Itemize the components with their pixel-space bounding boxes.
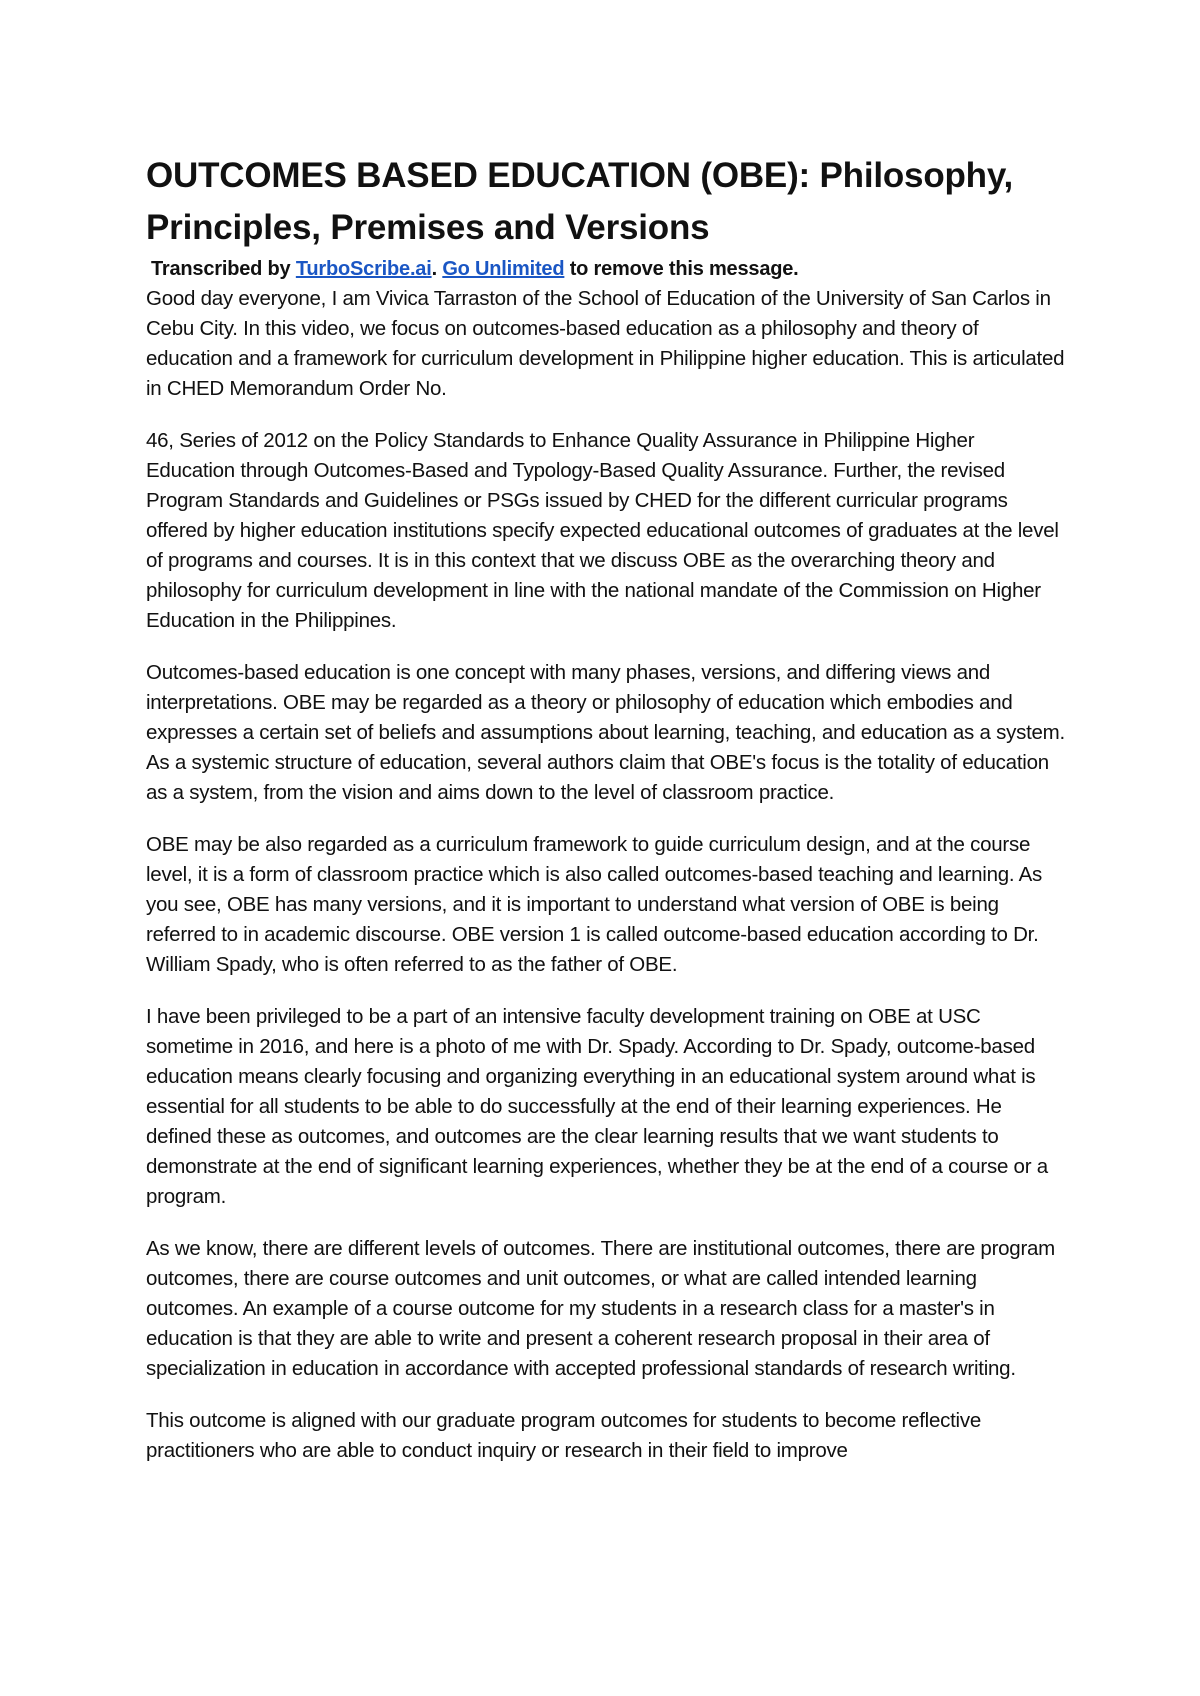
paragraph-7: This outcome is aligned with our graduate program outcomes for students to become reflective practitioners who are able to conduct inquiry or research in their field to improve	[146, 1409, 982, 1462]
paragraph-2: 46, Series of 2012 on the Policy Standards to Enhance Quality Assurance in Philippine Higher Education through Outcomes-Based and Typology-Based Quality Assurance. Further, the revised Program Standards and Guidelines or PSGs issued by CHED for the different curricular programs offered by higher education institutions specify expected educational outcomes of graduates at the level of programs and courses. It is in this context that we discuss OBE as the overarching theory and philosophy for curriculum development in line with the national mandate of the Commission on Higher Education in the Philippines.	[146, 429, 1059, 632]
document-content	[146, 150, 1066, 1488]
document-title: OUTCOMES BASED EDUCATION (OBE): Philosophy, Principles, Premises and Versions	[146, 156, 1014, 247]
paragraph-4: OBE may be also regarded as a curriculum framework to guide curriculum design, and at the course level, it is a form of classroom practice which is also called outcomes-based teaching and learning. As you see, OBE has many versions, and it is important to understand what version of OBE is being referred to in academic discourse. OBE version 1 is called outcome-based education according to Dr. William Spady, who is often referred to as the father of OBE.	[146, 833, 1043, 976]
paragraph-3: Outcomes-based education is one concept with many phases, versions, and differing views and interpretations. OBE may be regarded as a theory or philosophy of education which embodies and expresses a certain set of beliefs and assumptions about learning, teaching, and education as a system. As a systemic structure of education, several authors claim that OBE's focus is the totality of education as a system, from the vision and aims down to the level of classroom practice.	[146, 661, 1065, 804]
go-unlimited-link[interactable]: Go Unlimited	[442, 258, 565, 280]
turboscribe-link[interactable]: TurboScribe.ai	[295, 258, 432, 280]
paragraph-1: Good day everyone, I am Vivica Tarraston of the School of Education of the University of San Carlos in Cebu City. In this video, we focus on outcomes-based education as a philosophy and theory of education and a framework for curriculum development in Philippine higher education. This is articulated in CHED Memorandum Order No.	[146, 287, 1065, 400]
transcription-notice	[151, 254, 1066, 284]
transcription-suffix: to remove this message.	[564, 258, 799, 280]
transcription-prefix: Transcribed by	[151, 258, 296, 280]
paragraph-5: I have been privileged to be a part of an intensive faculty development training on OBE at USC sometime in 2016, and here is a photo of me with Dr. Spady. According to Dr. Spady, outcome-based education means clearly focusing and organizing everything in an educational system around what is essential for all students to be able to do successfully at the end of their learning experiences. He defined these as outcomes, and outcomes are the clear learning results that we want students to demonstrate at the end of significant learning experiences, whether they be at the end of a course or a program.	[146, 1005, 1048, 1208]
transcription-middle: .	[431, 258, 443, 280]
paragraph-6: As we know, there are different levels of outcomes. There are institutional outcomes, there are program outcomes, there are course outcomes and unit outcomes, or what are called intended learning outcomes. An example of a course outcome for my students in a research class for a master's in education is that they are able to write and present a coherent research proposal in their area of specialization in education in accordance with accepted professional standards of research writing.	[146, 1237, 1056, 1380]
